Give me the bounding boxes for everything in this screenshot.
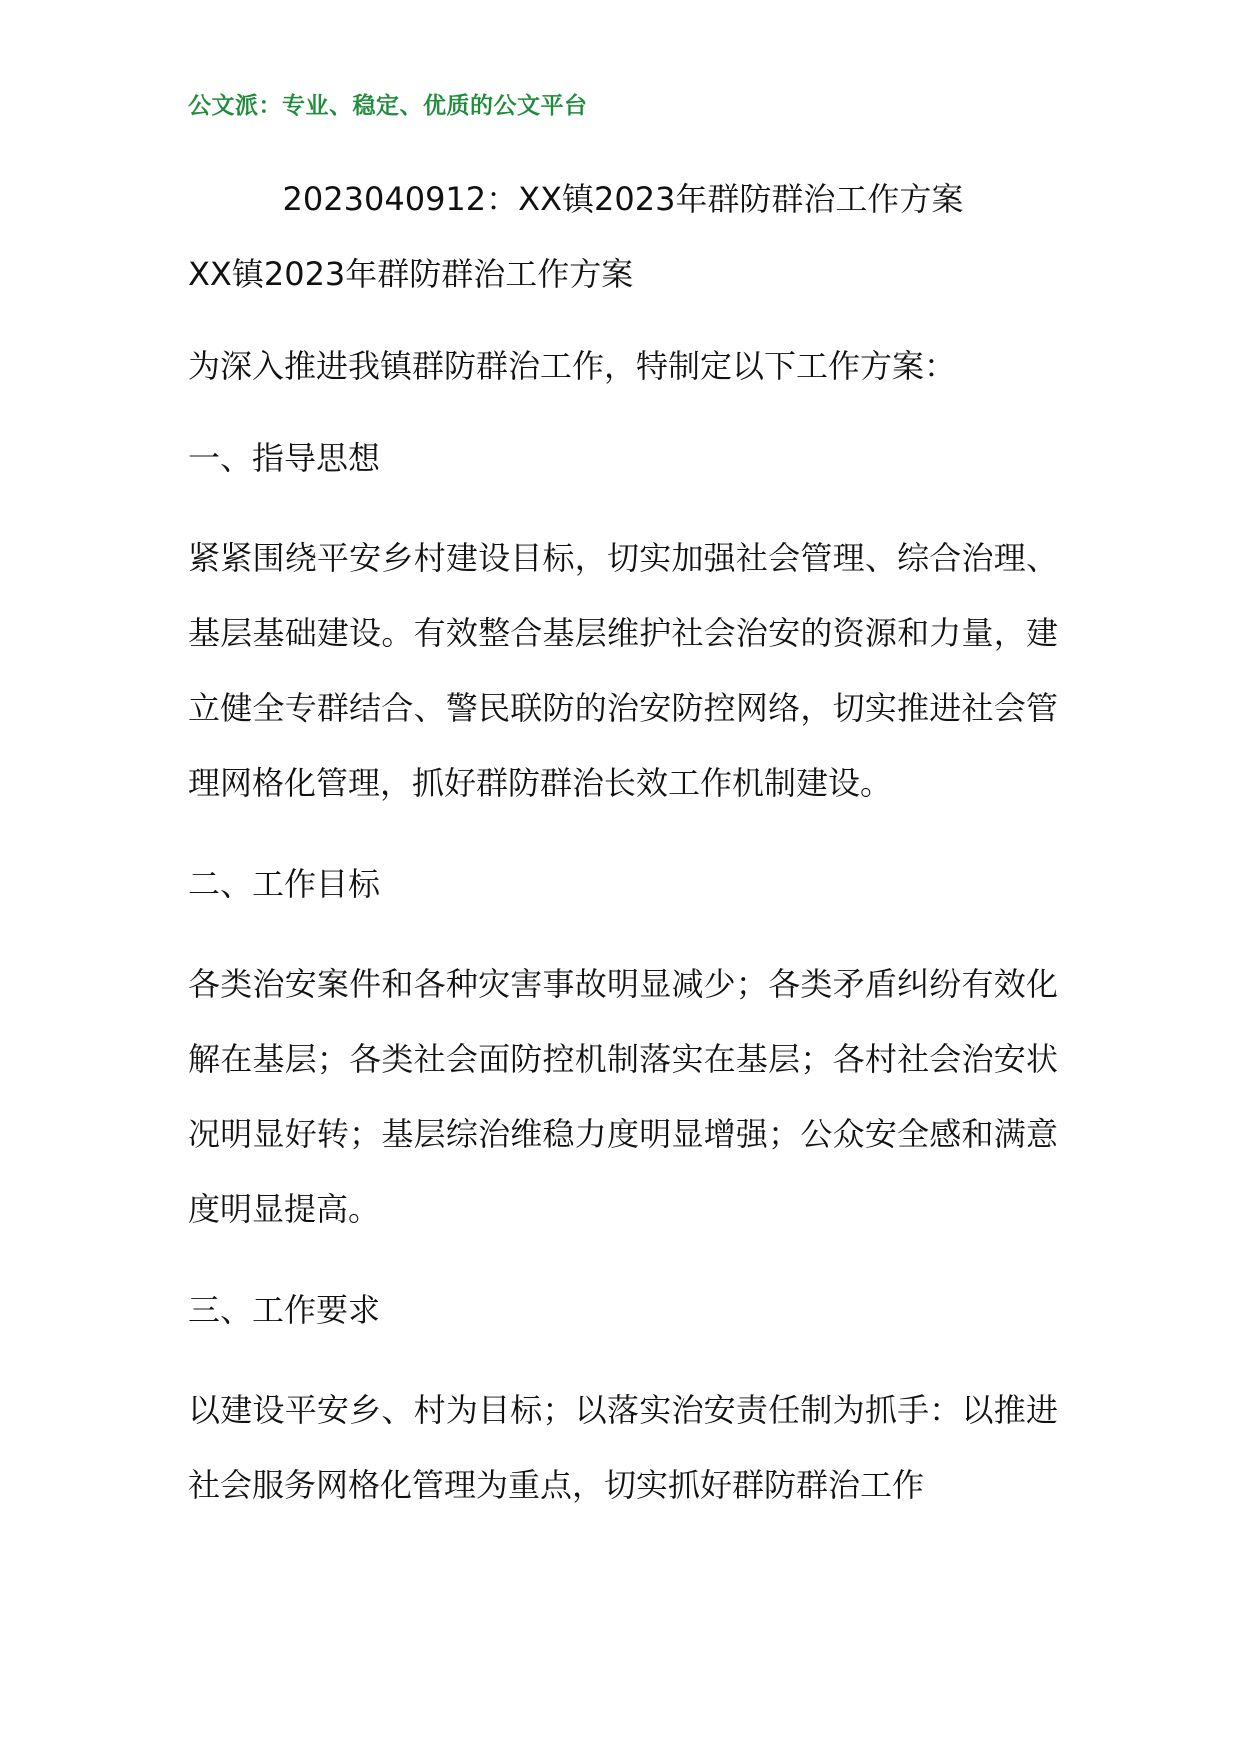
document-title: 2023040912：XX镇2023年群防群治工作方案 (282, 180, 964, 218)
intro-paragraph: 为深入推进我镇群防群治工作，特制定以下工作方案： (188, 347, 957, 385)
section-heading-guiding-thought: 一、指导思想 (188, 439, 381, 477)
section-heading-work-requirements: 三、工作要求 (188, 1291, 381, 1329)
section-heading-work-goals: 二、工作目标 (188, 865, 381, 903)
document-subtitle: XX镇2023年群防群治工作方案 (188, 255, 634, 293)
site-slogan: 公文派：专业、稳定、优质的公文平台 (188, 93, 588, 119)
section-body-work-goals: 各类治安案件和各种灾害事故明显减少；各类矛盾纠纷有效化解在基层；各类社会面防控机制落实在基层；各村社会治安状况明显好转；基层综治维稳力度明显增强；公众安全感和满意度明显提高。 (188, 965, 1058, 1228)
section-body-guiding-thought: 紧紧围绕平安乡村建设目标，切实加强社会管理、综合治理、基层基础建设。有效整合基层维护社会治安的资源和力量，建立健全专群结合、警民联防的治安防控网络，切实推进社会管理网格化管理，抓好群防群治长效工作机制建设。 (188, 539, 1058, 802)
section-body-work-requirements: 以建设平安乡、村为目标；以落实治安责任制为抓手：以推进社会服务网格化管理为重点，切实抓好群防群治工作 (188, 1391, 1058, 1504)
document-content (188, 170, 1058, 1557)
